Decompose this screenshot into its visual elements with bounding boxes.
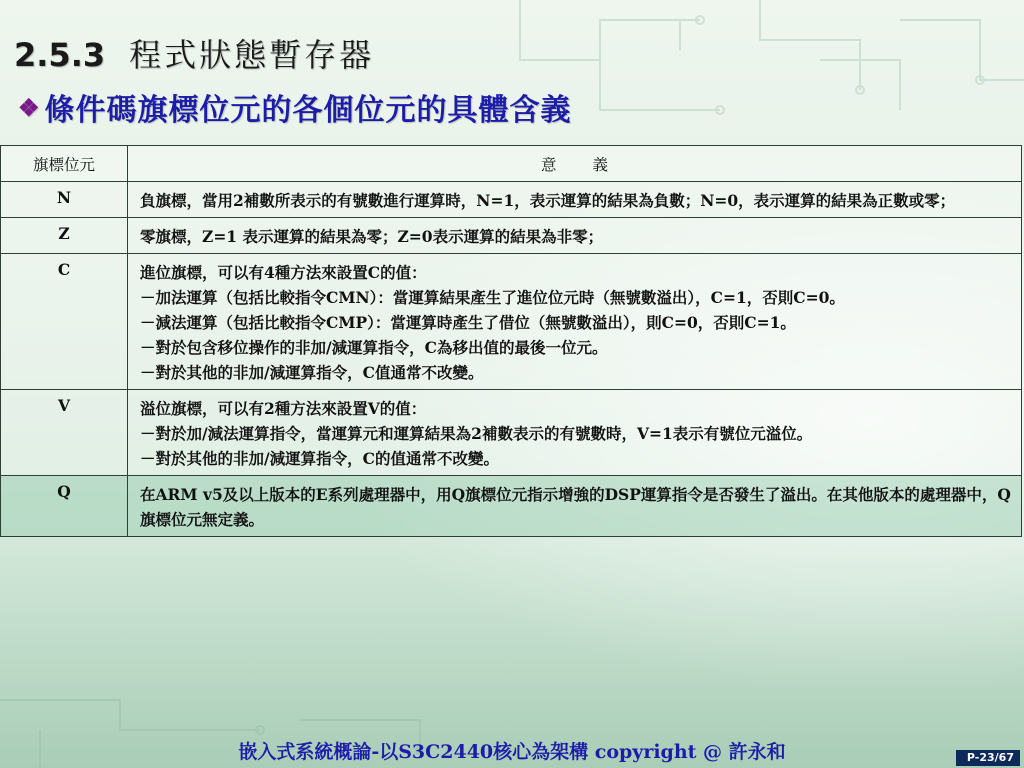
meaning-line: 負旗標，當用2補數所表示的有號數進行運算時，N=1，表示運算的結果為負數；N=0，表示運算的結果為正數或零；: [140, 191, 956, 210]
meaning-cell: [128, 476, 1022, 537]
meaning-line: －加法運算（包括比較指令CMN）：當運算結果產生了進位位元時（無號數溢出），C=1，否則C=0。: [140, 288, 845, 307]
meaning-line: 零旗標，Z=1 表示運算的結果為零；Z=0表示運算的結果為非零；: [140, 227, 604, 246]
meaning-line: 進位旗標，可以有4種方法來設置C的值：: [140, 263, 427, 282]
flag-cell: C: [1, 254, 128, 390]
section-number: 2.5.3: [14, 36, 106, 74]
meaning-cell: [128, 254, 1022, 390]
flag-cell: V: [1, 390, 128, 476]
slide-title: [14, 30, 374, 76]
table-row-n: [1, 182, 1022, 218]
table-row-q: [1, 476, 1022, 537]
table-row-v: [1, 390, 1022, 476]
slide-footer: 嵌入式系統概論-以S3C2440核心為架構 copyright @ 許永和: [238, 741, 786, 763]
meaning-cell: [128, 182, 1022, 218]
meaning-line: －對於其他的非加/減運算指令，C的值通常不改變。: [140, 449, 499, 468]
meaning-cell: [128, 218, 1022, 254]
diamond-cluster-icon: ❖: [18, 93, 41, 122]
flag-cell: Q: [1, 476, 128, 537]
page-number-badge: P-23/67: [956, 750, 1020, 766]
section-title: 程式狀態暫存器: [129, 36, 375, 74]
meaning-line: －對於包含移位操作的非加/減運算指令，C為移出值的最後一位元。: [140, 338, 608, 357]
subtitle-text: 條件碼旗標位元的各個位元的具體含義: [44, 93, 572, 128]
table-row-z: [1, 218, 1022, 254]
meaning-line: 溢位旗標，可以有2種方法來設置V的值：: [140, 399, 427, 418]
header-flag-bit: 旗標位元: [1, 146, 128, 182]
meaning-line: －減法運算（包括比較指令CMP）：當運算時產生了借位（無號數溢出），則C=0，否則C=1。: [140, 313, 796, 332]
meaning-cell: [128, 390, 1022, 476]
flag-cell: Z: [1, 218, 128, 254]
flag-cell: N: [1, 182, 128, 218]
table-header-row: [1, 146, 1022, 182]
meaning-line: －對於加/減法運算指令，當運算元和運算結果為2補數表示的有號數時，V=1表示有號位元溢位。: [140, 424, 813, 443]
flag-bits-table: [0, 145, 1022, 537]
slide-subtitle: [18, 85, 572, 129]
meaning-line: 在ARM v5及以上版本的E系列處理器中，用Q旗標位元指示增強的DSP運算指令是否發生了溢出。在其他版本的處理器中，Q旗標位元無定義。: [140, 485, 1011, 529]
meaning-line: －對於其他的非加/減運算指令，C值通常不改變。: [140, 363, 484, 382]
table-row-c: [1, 254, 1022, 390]
header-meaning: 意義: [128, 146, 1022, 182]
